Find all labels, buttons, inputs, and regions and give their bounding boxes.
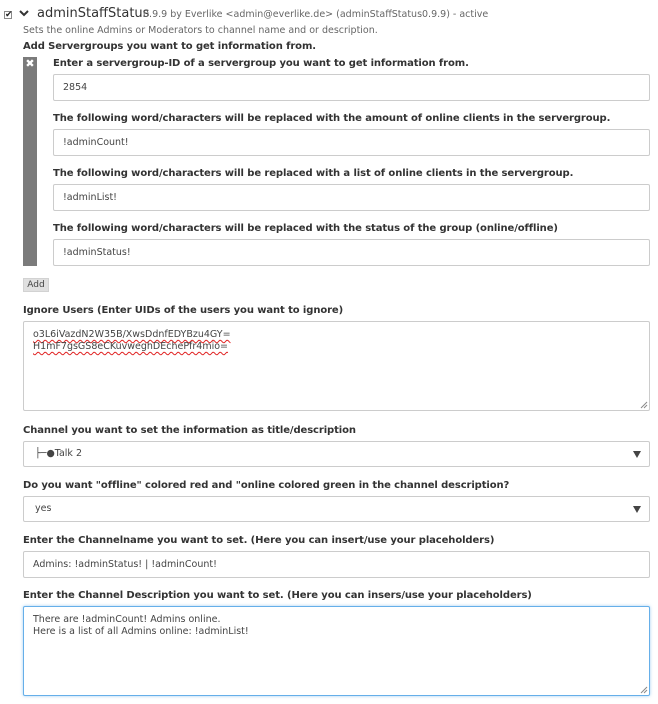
ignore-users-label: Ignore Users (Enter UIDs of the users you want to ignore) [23,305,344,316]
servergroup-entry-bar [23,57,37,266]
ignore-uid-line: o3L6iVazdN2W35B/XwsDdnfEDYBzu4GY= [33,329,231,340]
channel-name-label: Enter the Channelname you want to set. (Here you can insert/use your placeholders) [23,535,495,546]
dropdown-arrow-icon [633,506,641,513]
group-id-input[interactable]: 2854 [53,74,650,101]
count-placeholder-label: The following word/characters will be replaced with the amount of online clients in the servergroup. [53,113,611,124]
add-servergroup-button[interactable]: Add [23,278,49,292]
channel-select[interactable] [23,441,650,467]
colored-select-value: yes [35,503,52,514]
channel-label: Channel you want to set the information as title/description [23,425,356,436]
channel-select-value: ├─●Talk 2 [35,448,82,459]
servergroups-label: Add Servergroups you want to get information from. [23,41,316,52]
status-placeholder-label: The following word/characters will be replaced with the status of the group (online/offline) [53,223,558,234]
plugin-enabled-checkbox[interactable]: ✔ [5,10,13,20]
plugin-name: adminStaffStatus [37,6,150,21]
list-placeholder-label: The following word/characters will be replaced with a list of online clients in the servergroup. [53,168,574,179]
dropdown-arrow-icon [633,451,641,458]
count-placeholder-input[interactable]: !adminCount! [53,129,650,156]
list-placeholder-input[interactable]: !adminList! [53,184,650,211]
plugin-meta: 0.9.9 by Everlike <admin@everlike.de> (adminStaffStatus0.9.9) - active [143,9,489,20]
resize-grip-icon[interactable] [639,685,648,694]
resize-grip-icon[interactable] [639,400,648,409]
colored-label: Do you want "offline" colored red and "online colored green in the channel description? [23,480,510,491]
status-placeholder-input[interactable]: !adminStatus! [53,239,650,266]
colored-select[interactable] [23,496,650,522]
channel-name-input[interactable]: Admins: !adminStatus! | !adminCount! [23,551,650,578]
ignore-users-textarea[interactable] [23,321,650,411]
chevron-down-icon[interactable] [18,7,30,19]
plugin-header [0,0,658,24]
plugin-description: Sets the online Admins or Moderators to channel name and or description. [23,25,378,36]
description-line: Here is a list of all Admins online: !adminList! [33,626,249,637]
channel-description-label: Enter the Channel Description you want to set. (Here you can insers/use your placeholders) [23,590,532,601]
remove-group-icon[interactable]: ✖ [25,57,35,70]
channel-description-textarea[interactable] [23,606,650,696]
ignore-uid-line: H1mF7gsGS8eCKuvweghDEchePfr4mio= [33,341,229,352]
description-line: There are !adminCount! Admins online. [33,614,221,625]
group-id-label: Enter a servergroup-ID of a servergroup you want to get information from. [53,58,469,69]
